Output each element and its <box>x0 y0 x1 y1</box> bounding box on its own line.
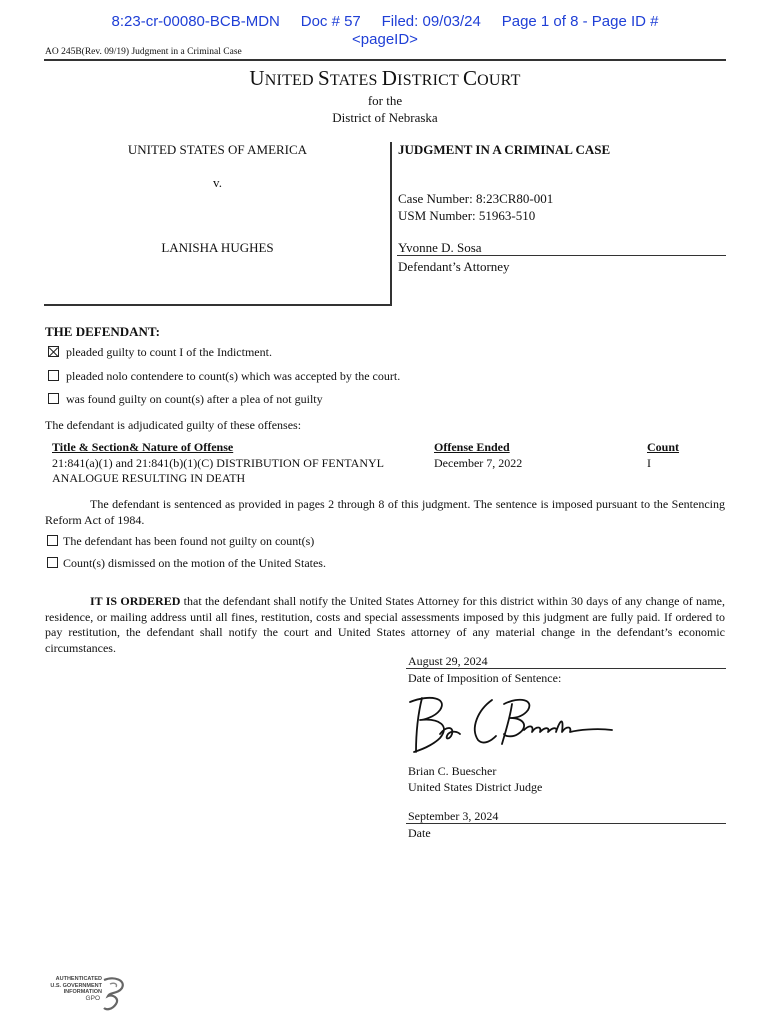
table-cell-offense-continued: ANALOGUE RESULTING IN DEATH <box>52 471 246 485</box>
stamp-page: Page 1 of 8 - Page ID # <box>501 13 659 30</box>
order-text: that the defendant shall notify the United States Attorney for this district within 30 days of any change of name, residence, or mailing address until all fines, restitution, costs and special assessments imposed by this judgment are fully paid. If ordered to pay restitution, the defendant shall notify the court and United States attorney of any material change in the defendant’s economic circumstances. <box>45 594 726 655</box>
table-cell-offense: 21:841(a)(1) and 21:841(b)(1)(C) DISTRIBUTION OF FENTANYL <box>52 456 384 470</box>
header-rule <box>44 59 726 61</box>
checkbox-empty-icon <box>47 535 58 546</box>
usm-number: USM Number: 51963-510 <box>398 208 536 223</box>
signed-label: Date <box>408 826 431 840</box>
stamp-filed-date: Filed: 09/03/24 <box>381 13 481 30</box>
sentence-paragraph: The defendant is sentenced as provided in pages 2 through 8 of this judgment. The sentence is imposed pursuant to the Sentencing Reform Act of 1984. <box>45 497 725 527</box>
adjudicated-text: The defendant is adjudicated guilty of these offenses: <box>45 418 302 432</box>
gpo-authentication-logo <box>42 976 132 1016</box>
table-header-offense-ended: Offense Ended <box>434 440 510 454</box>
stamp-doc-number: Doc # 57 <box>300 13 361 30</box>
plaintiff-name: UNITED STATES OF AMERICA <box>127 142 308 157</box>
checkbox-empty-icon <box>47 557 58 568</box>
dismissed-label: Count(s) dismissed on the motion of the United States. <box>63 556 326 570</box>
plea-option-guilty <box>48 345 272 360</box>
table-cell-offense-ended: December 7, 2022 <box>434 456 523 470</box>
attorney-rule <box>397 255 726 256</box>
not-guilty-label: The defendant has been found not guilty on count(s) <box>63 534 315 548</box>
defendant-name: LANISHA HUGHES <box>161 240 274 255</box>
judge-signature <box>400 690 620 762</box>
checkbox-empty-icon <box>48 393 59 404</box>
signed-date: September 3, 2024 <box>408 809 499 823</box>
plea-option-found-guilty <box>48 392 323 407</box>
eagle-icon <box>100 976 128 1014</box>
not-guilty-option <box>47 534 314 549</box>
table-header-count: Count <box>647 440 680 454</box>
caption-bottom-rule <box>44 304 392 306</box>
signed-rule <box>406 823 726 824</box>
versus: v. <box>213 175 222 190</box>
stamp-page-id: <pageID> <box>352 31 418 48</box>
judge-name: Brian C. Buescher <box>408 764 497 778</box>
imposition-date: August 29, 2024 <box>408 654 488 668</box>
plea-option-label: was found guilty on count(s) after a plea of not guilty <box>66 392 323 406</box>
dismissed-option <box>47 556 326 571</box>
for-the: for the <box>367 93 403 108</box>
caption-vertical-rule <box>390 142 392 306</box>
gpo-logo-text: AUTHENTICATED U.S. GOVERNMENT INFORMATION GPO <box>50 976 102 1002</box>
imposition-label: Date of Imposition of Sentence: <box>408 671 562 685</box>
form-id: AO 245B(Rev. 09/19) Judgment in a Criminal Case <box>45 47 242 57</box>
judgment-title: JUDGMENT IN A CRIMINAL CASE <box>398 142 611 157</box>
table-cell-count: I <box>647 456 651 470</box>
defendant-heading: THE DEFENDANT: <box>45 324 160 339</box>
table-header-offense: Title & Section& Nature of Offense <box>52 440 234 454</box>
stamp-case-number: 8:23-cr-00080-BCB-MDN <box>111 13 280 30</box>
checkbox-empty-icon <box>48 370 59 381</box>
imposition-rule <box>406 668 726 669</box>
order-paragraph <box>45 594 725 656</box>
attorney-label: Defendant’s Attorney <box>398 259 510 274</box>
filing-stamp <box>0 13 770 49</box>
attorney-name: Yvonne D. Sosa <box>398 240 482 255</box>
case-number: Case Number: 8:23CR80-001 <box>398 191 554 206</box>
plea-option-label: pleaded nolo contendere to count(s) which was accepted by the court. <box>66 369 401 383</box>
plea-option-nolo <box>48 369 400 384</box>
court-title: UNITED STATES DISTRICT COURT <box>249 66 521 90</box>
checkbox-checked-icon <box>48 346 59 357</box>
judge-title: United States District Judge <box>408 780 543 794</box>
plea-option-label: pleaded guilty to count I of the Indictment. <box>66 345 272 359</box>
order-lead: IT IS ORDERED <box>90 594 181 608</box>
district-name: District of Nebraska <box>332 110 438 125</box>
